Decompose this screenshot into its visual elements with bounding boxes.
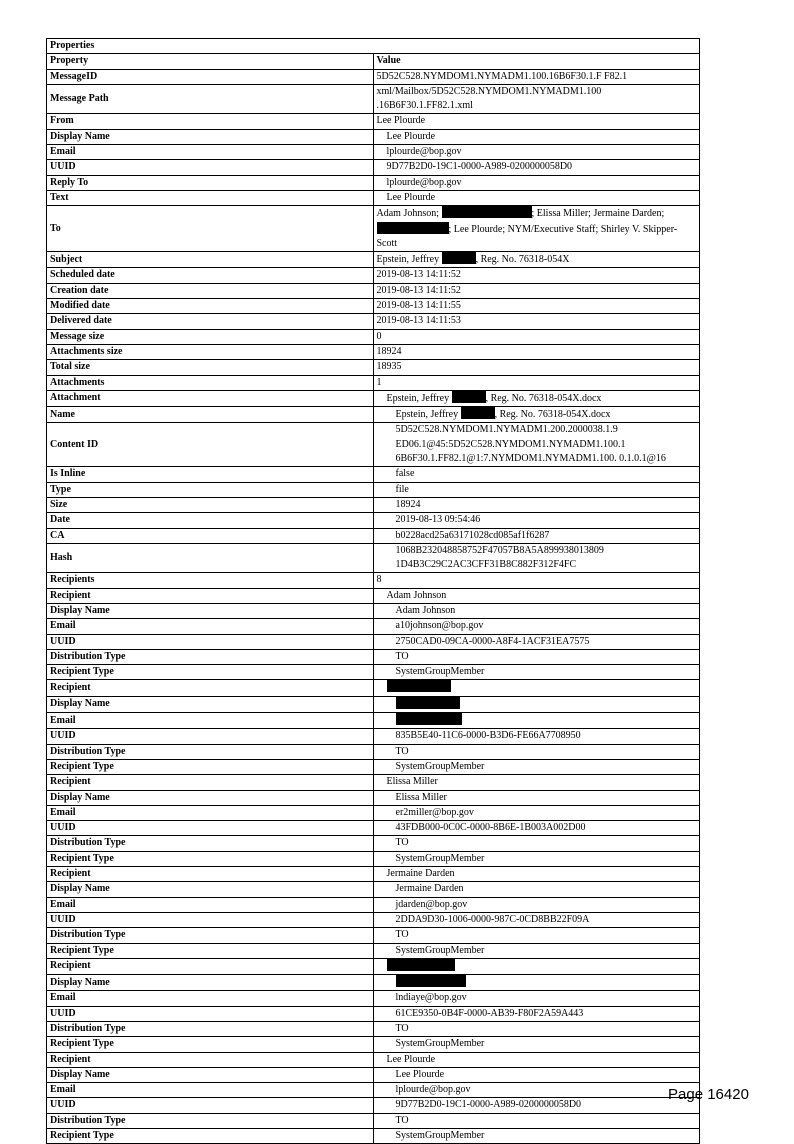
property-name: Email [47,1083,374,1098]
property-name: Email [47,145,374,160]
property-name: Date [47,513,374,528]
table-row [47,1006,700,1021]
table-row [47,680,700,696]
property-value [373,680,700,696]
property-name: Email [47,991,374,1006]
table-row [47,482,700,497]
property-name: Scheduled date [47,268,374,283]
property-value: Adam Johnson [373,588,700,603]
table-row [47,1098,700,1113]
redaction-box [452,391,486,403]
property-value [373,975,700,991]
table-row [47,729,700,744]
property-value: 8 [373,573,700,588]
property-name: Attachment [47,390,374,406]
redaction-box [442,206,532,218]
table-row [47,759,700,774]
property-name: Recipients [47,573,374,588]
property-value: false [373,467,700,482]
table-row [47,821,700,836]
property-value [373,390,700,406]
table-row [47,928,700,943]
property-value: SystemGroupMember [373,1037,700,1052]
value-line: ED06.1@45:5D52C528.NYMDOM1.NYMADM1.100.1 [395,438,626,450]
property-value: 2019-08-13 14:11:55 [373,299,700,314]
property-value: Adam Johnson [373,603,700,618]
property-name: Message size [47,329,374,344]
property-value: 2DDA9D30-1006-0000-987C-0CD8BB22F09A [373,912,700,927]
table-row [47,114,700,129]
property-name: Recipient [47,775,374,790]
property-name: Type [47,482,374,497]
table-row [47,497,700,512]
page-number: Page 16420 [668,1086,749,1103]
table-row [47,603,700,618]
property-value: b0228acd25a63171028cd085af1f6287 [373,528,700,543]
table-row [47,588,700,603]
property-name: Recipient [47,867,374,882]
property-name: Content ID [47,423,374,467]
property-value [373,713,700,729]
property-name: From [47,114,374,129]
property-name: UUID [47,1098,374,1113]
table-row [47,991,700,1006]
table-row [47,528,700,543]
table-row [47,573,700,588]
property-name: Display Name [47,696,374,712]
property-name: Total size [47,360,374,375]
table-row [47,160,700,175]
table-row [47,513,700,528]
property-value: xml/Mailbox/5D52C528.NYMDOM1.NYMADM1.100 .16B6F30.1.FF82.1.xml [373,84,700,114]
redaction-box [442,252,476,264]
property-name: UUID [47,821,374,836]
redaction-box [387,959,455,971]
table-row [47,543,700,573]
property-value: Lee Plourde [373,190,700,205]
value-text: Epstein, Jeffrey [395,409,461,421]
property-name: Distribution Type [47,1113,374,1128]
property-value [373,696,700,712]
table-row [47,1052,700,1067]
table-row [47,206,700,252]
redaction-box [461,407,495,419]
property-name: Message Path [47,84,374,114]
table-row [47,775,700,790]
table-row [47,897,700,912]
property-value: 61CE9350-0B4F-0000-AB39-F80F2A59A443 [373,1006,700,1021]
property-value: 2019-08-13 14:11:53 [373,314,700,329]
property-value: 18924 [373,344,700,359]
table-row [47,1022,700,1037]
property-value: TO [373,649,700,664]
table-row [47,851,700,866]
table-row [47,790,700,805]
table-row [47,649,700,664]
table-row [47,360,700,375]
property-value: Elissa Miller [373,790,700,805]
property-column-header: Property [47,54,374,69]
property-name: Distribution Type [47,649,374,664]
property-name: Recipient Type [47,943,374,958]
table-row [47,375,700,390]
property-value: lplourde@bop.gov [373,145,700,160]
property-value: 9D77B2D0-19C1-0000-A989-0200000058D0 [373,1098,700,1113]
table-row [47,867,700,882]
property-value: Elissa Miller [373,775,700,790]
table-row [47,329,700,344]
table-row [47,805,700,820]
redaction-box [377,222,449,234]
table-row [47,390,700,406]
property-name: Display Name [47,882,374,897]
property-value: TO [373,744,700,759]
table-row [47,634,700,649]
property-name: UUID [47,634,374,649]
table-row [47,975,700,991]
property-name: Reply To [47,175,374,190]
property-name: UUID [47,160,374,175]
property-value: SystemGroupMember [373,1129,700,1144]
table-row [47,299,700,314]
property-value: 2019-08-13 09:54:46 [373,513,700,528]
property-value: 2019-08-13 14:11:52 [373,268,700,283]
property-name: Distribution Type [47,836,374,851]
property-name: Recipient Type [47,759,374,774]
property-name: Display Name [47,975,374,991]
property-value: 9D77B2D0-19C1-0000-A989-0200000058D0 [373,160,700,175]
table-header-row [47,54,700,69]
property-name: To [47,206,374,252]
property-name: Recipient [47,958,374,974]
property-name: Display Name [47,790,374,805]
value-text: ; Elissa Miller; Jermaine Darden; [531,208,665,220]
table-row [47,1129,700,1144]
property-name: Distribution Type [47,928,374,943]
property-value: 18935 [373,360,700,375]
table-row [47,283,700,298]
property-name: Recipient Type [47,665,374,680]
property-name: Recipient [47,680,374,696]
table-row [47,912,700,927]
redaction-box [387,680,451,692]
property-value: TO [373,928,700,943]
table-row [47,1037,700,1052]
property-name: UUID [47,912,374,927]
value-line: 5D52C528.NYMDOM1.NYMADM1.200.2000038.1.9 [395,424,618,436]
property-value: 2750CAD0-09CA-0000-A8F4-1ACF31EA7575 [373,634,700,649]
property-name: Recipient Type [47,851,374,866]
property-value: lplourde@bop.gov [373,175,700,190]
property-value: SystemGroupMember [373,851,700,866]
property-value: Lee Plourde [373,1067,700,1082]
property-value: 5D52C528.NYMDOM1.NYMADM1.100.16B6F30.1.F F82.1 [373,69,700,84]
table-row [47,1083,700,1098]
value-text: Adam Johnson; [376,208,442,220]
value-text: , Reg. No. 76318-054X.docx [494,409,611,421]
property-name: Creation date [47,283,374,298]
table-title: Properties [47,39,700,54]
table-row [47,84,700,114]
table-row [47,943,700,958]
table-row [47,175,700,190]
table-title-row [47,39,700,54]
property-name: Recipient Type [47,1037,374,1052]
property-value: 1068B232048858752F47057B8A5A899938013809 1D4B3C29C2AC3CFF31B8C882F312F4FC [373,543,700,573]
property-value: 43FDB000-0C0C-0000-8B6E-1B003A002D00 [373,821,700,836]
property-value [373,407,700,423]
property-value: lndiaye@bop.gov [373,991,700,1006]
property-name: Hash [47,543,374,573]
property-name: Email [47,805,374,820]
property-value: lplourde@bop.gov [373,1083,700,1098]
value-text: , Reg. No. 76318-054X [475,254,570,266]
property-value [373,423,700,467]
property-name: Recipient [47,588,374,603]
property-value: Jermaine Darden [373,882,700,897]
property-value: Lee Plourde [373,114,700,129]
property-name: MessageID [47,69,374,84]
table-row [47,882,700,897]
property-name: Attachments [47,375,374,390]
property-name: Email [47,619,374,634]
property-value: a10johnson@bop.gov [373,619,700,634]
redaction-box [396,697,460,709]
table-row [47,1113,700,1128]
property-value: file [373,482,700,497]
property-value: 835B5E40-11C6-0000-B3D6-FE66A7708950 [373,729,700,744]
property-name: Delivered date [47,314,374,329]
table-row [47,69,700,84]
property-name: Distribution Type [47,744,374,759]
property-name: Recipient [47,1052,374,1067]
property-name: Display Name [47,129,374,144]
property-name: Display Name [47,603,374,618]
property-value: Jermaine Darden [373,867,700,882]
value-text: , Reg. No. 76318-054X.docx [485,392,602,404]
table-row [47,467,700,482]
table-row [47,1067,700,1082]
properties-document [46,38,700,1144]
table-row [47,619,700,634]
properties-table [46,38,700,1144]
table-row [47,190,700,205]
table-row [47,696,700,712]
table-row [47,314,700,329]
property-value: TO [373,1022,700,1037]
table-row [47,344,700,359]
property-value: 18924 [373,497,700,512]
value-text: Epstein, Jeffrey [376,254,442,266]
redaction-box [396,975,466,987]
property-name: Email [47,713,374,729]
property-value [373,252,700,268]
property-name: Recipient Type [47,1129,374,1144]
property-name: Text [47,190,374,205]
property-name: UUID [47,729,374,744]
property-name: Is Inline [47,467,374,482]
property-value: 1 [373,375,700,390]
property-value: SystemGroupMember [373,665,700,680]
property-name: Name [47,407,374,423]
value-column-header: Value [373,54,700,69]
table-row [47,407,700,423]
property-value [373,958,700,974]
properties-table-body [47,39,700,1144]
value-text: ; Lee Plourde; NYM/Executive Staff; Shirley V. Skipper-Scott [376,223,678,249]
table-row [47,268,700,283]
table-row [47,665,700,680]
property-name: Subject [47,252,374,268]
table-row [47,145,700,160]
property-value: jdarden@bop.gov [373,897,700,912]
table-row [47,744,700,759]
property-name: CA [47,528,374,543]
table-row [47,423,700,467]
table-row [47,252,700,268]
table-row [47,713,700,729]
property-value [373,206,700,252]
property-value: Lee Plourde [373,1052,700,1067]
property-name: Size [47,497,374,512]
property-value: 2019-08-13 14:11:52 [373,283,700,298]
property-value: TO [373,836,700,851]
property-value: er2miller@bop.gov [373,805,700,820]
property-name: UUID [47,1006,374,1021]
value-text: Epstein, Jeffrey [386,392,452,404]
property-value: TO [373,1113,700,1128]
table-row [47,836,700,851]
property-value: SystemGroupMember [373,759,700,774]
property-name: Modified date [47,299,374,314]
property-name: Display Name [47,1067,374,1082]
property-value: Lee Plourde [373,129,700,144]
redaction-box [396,713,462,725]
table-row [47,958,700,974]
property-value: SystemGroupMember [373,943,700,958]
property-value: 0 [373,329,700,344]
property-name: Attachments size [47,344,374,359]
property-name: Email [47,897,374,912]
value-line: 6B6F30.1.FF82.1@1:7.NYMDOM1.NYMADM1.100. 0.1.0.1@16 [395,453,666,465]
property-name: Distribution Type [47,1022,374,1037]
table-row [47,129,700,144]
